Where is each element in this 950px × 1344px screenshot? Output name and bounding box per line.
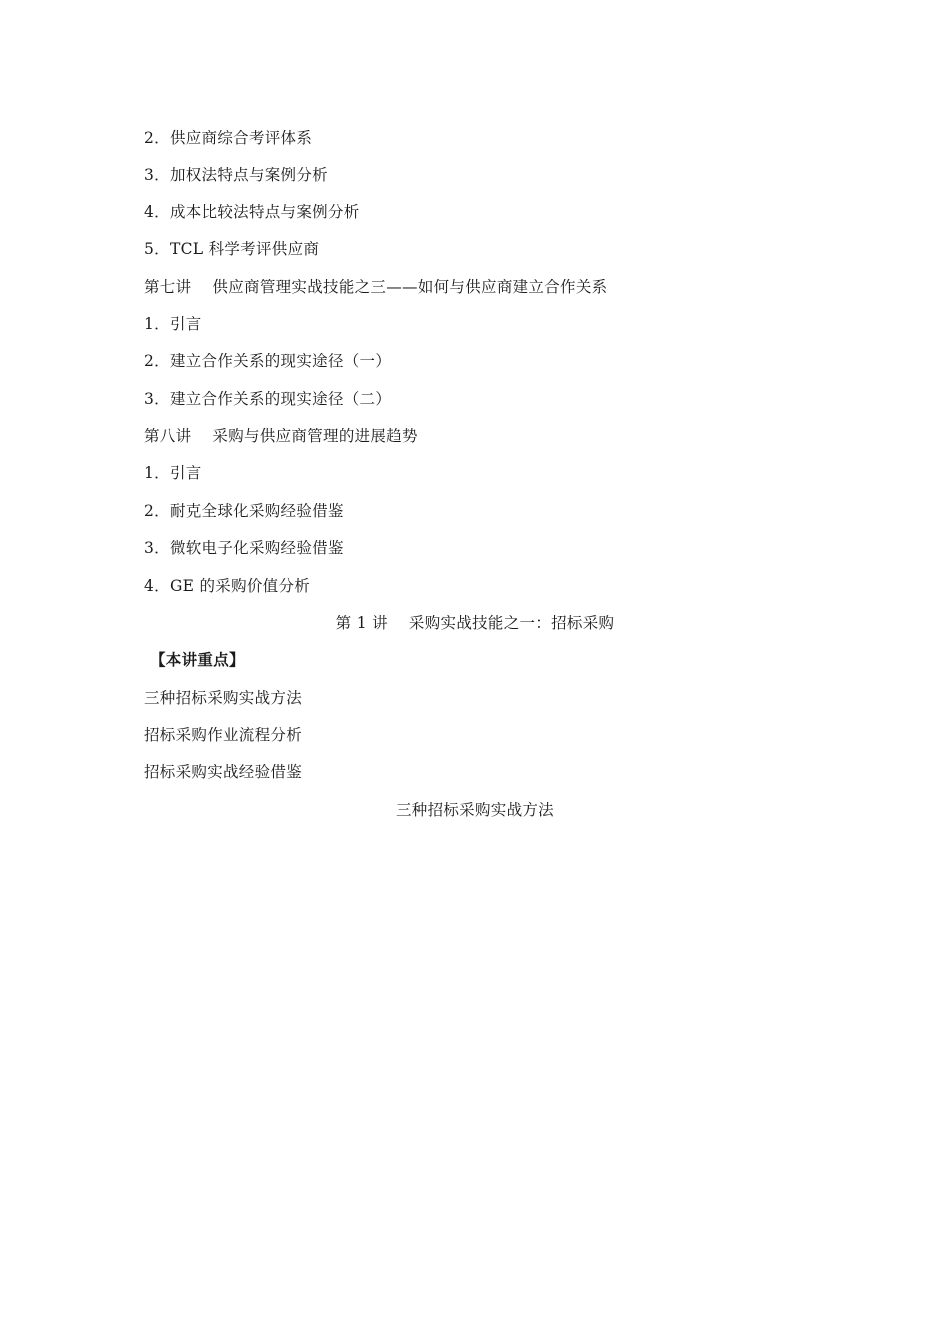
list-item: 5．TCL 科学考评供应商 <box>144 240 320 258</box>
list-item: 2．耐克全球化采购经验借鉴 <box>144 502 344 520</box>
list-item: 2．建立合作关系的现实途径（一） <box>144 352 392 370</box>
list-item: 3．建立合作关系的现实途径（二） <box>144 390 392 408</box>
list-item: 3．加权法特点与案例分析 <box>144 166 328 184</box>
list-item: 2．供应商综合考评体系 <box>144 129 313 147</box>
key-point-item: 招标采购作业流程分析 <box>144 726 303 744</box>
list-item: 3．微软电子化采购经验借鉴 <box>144 539 344 557</box>
section-heading: 三种招标采购实战方法 <box>395 801 554 819</box>
key-point-item: 招标采购实战经验借鉴 <box>144 763 303 781</box>
chapter-heading: 第七讲 供应商管理实战技能之三——如何与供应商建立合作关系 <box>144 278 608 296</box>
list-item: 4．GE 的采购价值分析 <box>144 577 311 595</box>
list-item: 1．引言 <box>144 464 202 482</box>
key-points-heading: 【本讲重点】 <box>150 650 245 669</box>
list-item: 4．成本比较法特点与案例分析 <box>144 203 360 221</box>
list-item: 1．引言 <box>144 315 202 333</box>
lecture-title: 第 1 讲 采购实战技能之一：招标采购 <box>335 614 615 632</box>
chapter-heading: 第八讲 采购与供应商管理的进展趋势 <box>144 427 418 445</box>
key-point-item: 三种招标采购实战方法 <box>144 689 303 707</box>
